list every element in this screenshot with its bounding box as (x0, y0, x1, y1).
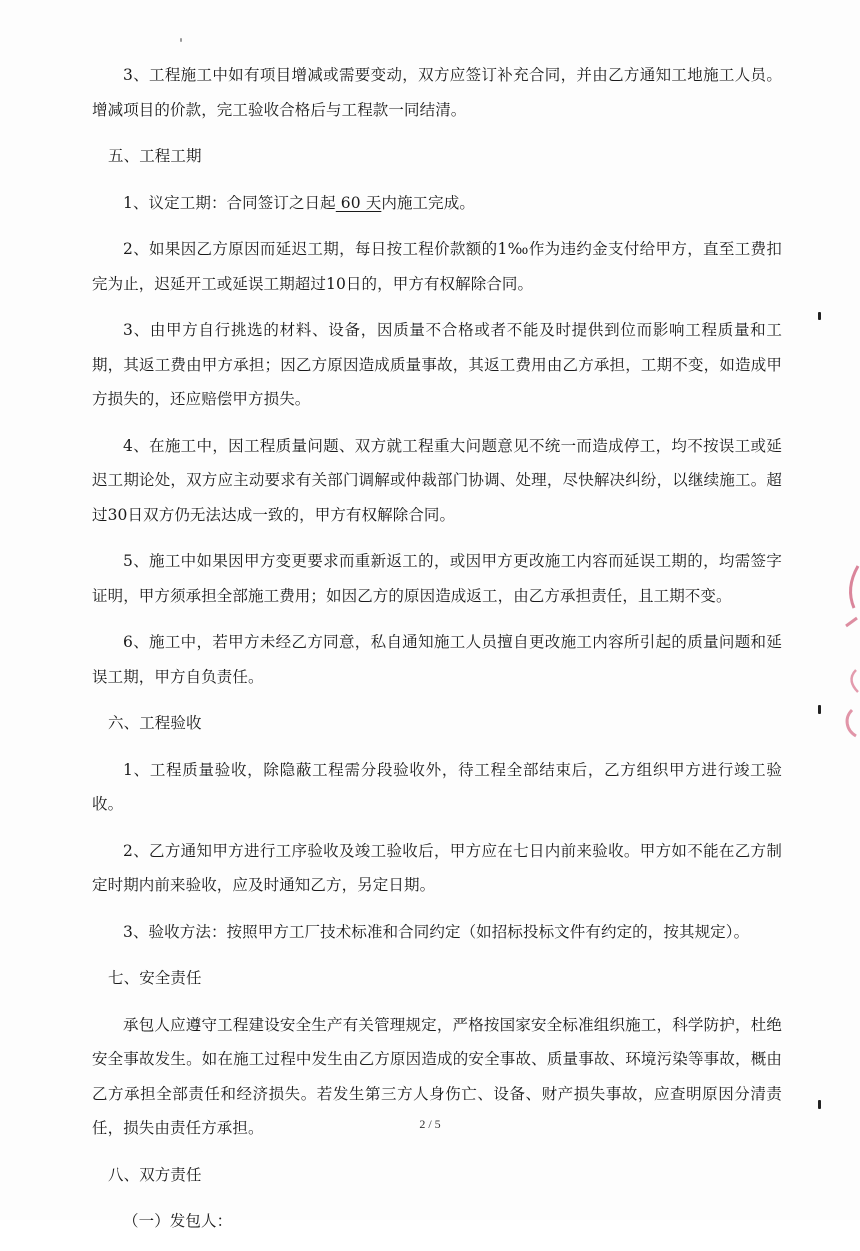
clause-paragraph: 6、施工中，若甲方未经乙方同意，私自通知施工人员擅自更改施工内容所引起的质量问题和延误工期，甲方自负责任。 (92, 633, 782, 686)
clause-text: 1、议定工期：合同签订之日起 (123, 193, 336, 212)
clause-paragraph: 2、乙方通知甲方进行工序验收及竣工验收后，甲方应在七日内前来验收。甲方如不能在乙方制定时期内前来验收，应及时通知乙方，另定日期。 (92, 841, 782, 894)
clause-paragraph: （一）发包人： (123, 1212, 233, 1230)
section-heading: 六、工程验收 (108, 714, 202, 732)
contract-body (92, 58, 782, 1251)
clause-paragraph: 3、工程施工中如有项目增减或需要变动，双方应签订补充合同，并由乙方通知工地施工人员。增减项目的价款，完工验收合格后与工程款一同结清。 (92, 66, 782, 119)
clause-paragraph (92, 186, 782, 221)
clause-paragraph: 3、验收方法：按照甲方工厂技术标准和合同约定（如招标投标文件有约定的，按其规定）。 (123, 922, 750, 941)
red-seal-edge (838, 560, 860, 750)
underlined-duration: 60 天 (335, 193, 382, 212)
section-heading: 七、安全责任 (108, 969, 202, 987)
clause-paragraph: 1、工程质量验收，除隐蔽工程需分段验收外，待工程全部结束后，乙方组织甲方进行竣工验收。 (92, 760, 782, 813)
clause-paragraph: 2、如果因乙方原因而延迟工期，每日按工程价款额的1‰作为违约金支付给甲方，直至工费扣完为止，迟延开工或延误工期超过10日的，甲方有权解除合同。 (92, 240, 782, 293)
clause-paragraph: 5、施工中如果因甲方变更要求而重新返工的，或因甲方更改施工内容而延误工期的，均需签字证明，甲方须承担全部施工费用；如因乙方的原因造成返工，由乙方承担责任，且工期不变。 (92, 552, 782, 605)
clause-paragraph: 承包人应遵守工程建设安全生产有关管理规定，严格按国家安全标准组织施工，科学防护，杜绝安全事故发生。如在施工过程中发生由乙方原因造成的安全事故、质量事故、环境污染等事故，概由乙方承担全部责任和经济损失。若发生第三方人身伤亡、设备、财产损失事故，应查明原因分清责任，损失由责任方承担。 (92, 1015, 782, 1137)
clause-text: 内施工完成。 (381, 193, 475, 212)
scan-speck (818, 312, 821, 320)
clause-paragraph: 3、由甲方自行挑选的材料、设备，因质量不合格或者不能及时提供到位而影响工程质量和工期，其返工费由甲方承担；因乙方原因造成质量事故，其返工费用由乙方承担，工期不变，如造成甲方损失的，还应赔偿甲方损失。 (92, 321, 782, 408)
section-heading: 五、工程工期 (108, 147, 202, 165)
section-heading: 八、双方责任 (108, 1165, 202, 1184)
scan-speck (818, 1100, 821, 1109)
scan-speck (180, 38, 182, 42)
page-number: 2 / 5 (419, 1117, 441, 1131)
clause-paragraph: 4、在施工中，因工程质量问题、双方就工程重大问题意见不统一而造成停工，均不按误工或延迟工期论处，双方应主动要求有关部门调解或仲裁部门协调、处理，尽快解决纠纷，以继续施工。超过30日双方仍无法达成一致的，甲方有权解除合同。 (92, 436, 782, 524)
scan-speck (818, 705, 821, 714)
